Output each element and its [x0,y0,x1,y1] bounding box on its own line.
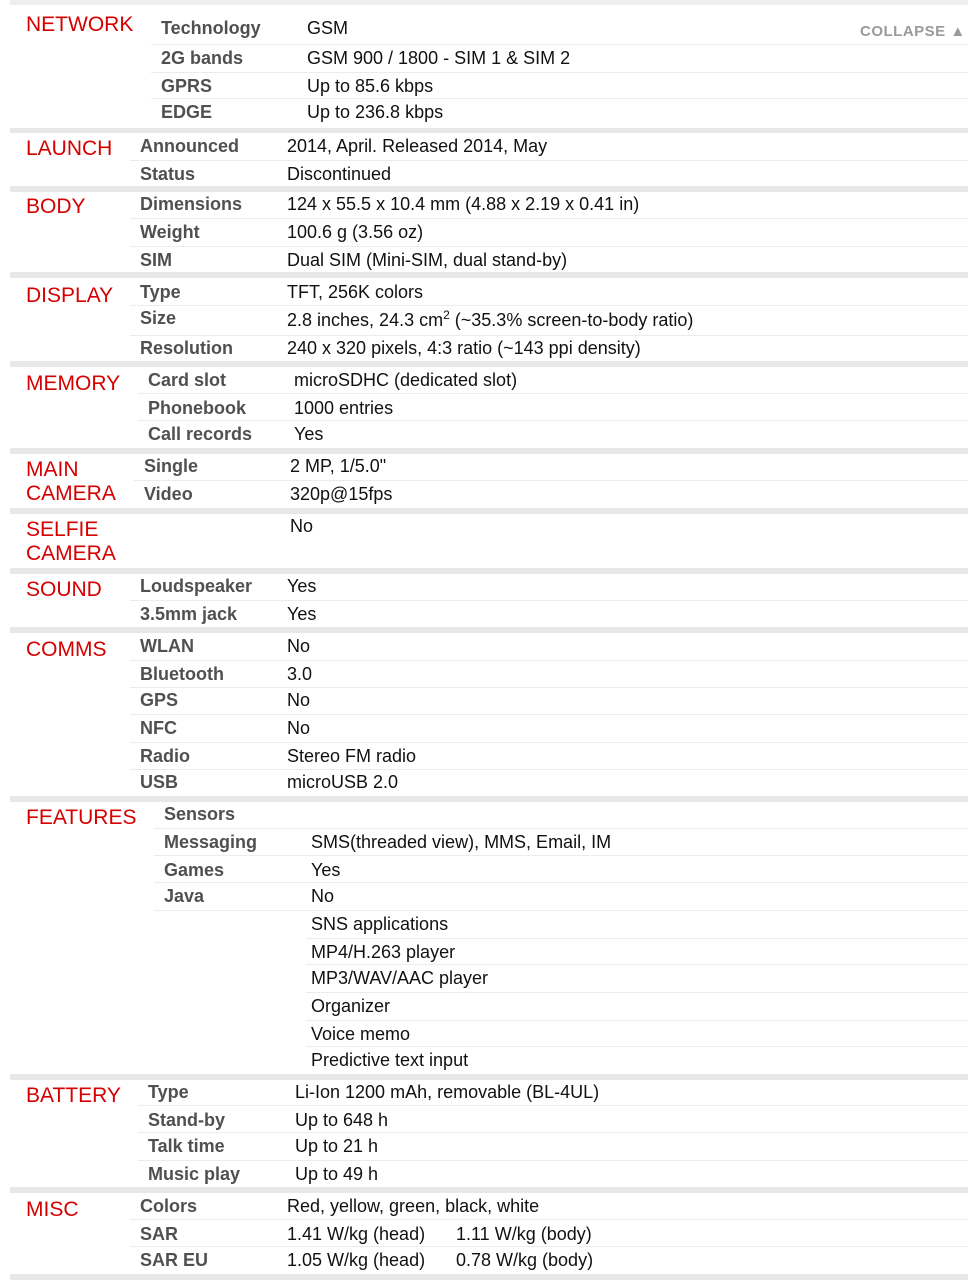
row-divider [130,714,968,715]
section-separator [10,361,968,367]
value-gprs: Up to 85.6 kbps [307,76,434,96]
row-divider [151,98,968,99]
label-battery-type: Type [148,1082,189,1102]
label-gps: GPS [140,690,179,710]
label-radio: Radio [140,746,191,766]
label-usb: USB [140,772,179,792]
label-technology: Technology [161,18,261,38]
value-bluetooth: 3.0 [287,664,313,684]
row-divider [130,160,968,161]
value-display-type: TFT, 256K colors [287,282,424,302]
label-resolution: Resolution [140,338,233,358]
value-loudspeaker: Yes [287,576,317,596]
section-body-title: BODY [26,195,86,218]
row-divider [154,855,968,856]
label-status: Status [140,164,196,184]
row-divider [130,218,968,219]
value-status: Discontinued [287,164,392,184]
collapse-button[interactable]: COLLAPSE ▲ [860,23,966,40]
section-main-camera-title-2: CAMERA [26,482,116,505]
row-divider [130,1246,968,1247]
label-phonebook: Phonebook [148,398,246,418]
section-separator [10,627,968,633]
section-separator [10,186,968,192]
row-divider [134,480,968,481]
section-launch-title: LAUNCH [26,137,113,160]
value-sar-eu-head: 1.05 W/kg (head) [287,1250,426,1270]
section-network-title: NETWORK [26,13,134,36]
label-wlan: WLAN [140,636,194,656]
feature-extra: SNS applications [311,914,449,934]
value-music-play: Up to 49 h [295,1164,379,1184]
section-separator [10,1274,968,1280]
row-divider [130,660,968,661]
section-sound-title: SOUND [26,578,102,601]
label-standby: Stand-by [148,1110,226,1130]
value-nfc: No [287,718,311,738]
top-separator [10,0,968,5]
section-selfie-camera-title-2: CAMERA [26,542,116,565]
value-phonebook: 1000 entries [294,398,394,418]
label-2g-bands: 2G bands [161,48,244,68]
value-colors: Red, yellow, green, black, white [287,1196,540,1216]
label-display-type: Type [140,282,181,302]
label-bluetooth: Bluetooth [140,664,224,684]
label-dimensions: Dimensions [140,194,243,214]
feature-extra: MP3/WAV/AAC player [311,968,489,988]
specs-page [10,0,968,1280]
label-edge: EDGE [161,102,213,122]
row-divider [306,1020,968,1021]
value-sar-eu-body: 0.78 W/kg (body) [456,1250,594,1270]
section-selfie-camera-title-1: SELFIE [26,518,99,541]
label-announced: Announced [140,136,239,156]
label-sar: SAR [140,1224,179,1244]
value-talk-time: Up to 21 h [295,1136,379,1156]
section-battery-title: BATTERY [26,1084,121,1107]
row-divider [130,600,968,601]
label-colors: Colors [140,1196,198,1216]
value-wlan: No [287,636,311,656]
section-separator [10,508,968,514]
value-games: Yes [311,860,341,880]
label-sim: SIM [140,250,173,270]
value-display-size: 2.8 inches, 24.3 $cm^2$ (~35.3% screen-to-body ratio) [287,308,694,330]
section-separator [10,448,968,454]
value-messaging: SMS(threaded view), MMS, Email, IM [311,832,612,852]
section-main-camera-title-1: MAIN [26,458,79,481]
label-nfc: NFC [140,718,177,738]
value-2g-bands: GSM 900 / 1800 - SIM 1 & SIM 2 [307,48,571,68]
row-divider [138,420,968,421]
value-jack: Yes [287,604,317,624]
label-messaging: Messaging [164,832,258,852]
label-card-slot: Card slot [148,370,227,390]
feature-extra: Organizer [311,996,391,1016]
row-divider [151,44,968,45]
value-radio: Stereo FM radio [287,746,417,766]
value-gps: No [287,690,311,710]
value-java: No [311,886,335,906]
row-divider [138,393,968,394]
section-separator [10,1074,968,1080]
value-standby: Up to 648 h [295,1110,389,1130]
row-divider [130,769,968,770]
label-call-records: Call records [148,424,253,444]
value-card-slot: microSDHC (dedicated slot) [294,370,518,390]
row-divider [138,1160,968,1161]
row-divider [138,1105,968,1106]
label-talk-time: Talk time [148,1136,225,1156]
section-separator [10,128,968,133]
value-single: 2 MP, 1/5.0" [290,456,387,476]
value-weight: 100.6 g (3.56 oz) [287,222,424,242]
feature-extra: MP4/H.263 player [311,942,456,962]
feature-extra: Predictive text input [311,1050,469,1070]
row-divider [154,828,968,829]
arrow-up-icon: ▲ [950,23,966,40]
label-java: Java [164,886,205,906]
value-usb: microUSB 2.0 [287,772,399,792]
row-divider [306,1046,968,1047]
section-separator [10,796,968,802]
label-loudspeaker: Loudspeaker [140,576,253,596]
value-call-records: Yes [294,424,324,444]
section-memory-title: MEMORY [26,372,121,395]
row-divider [130,687,968,688]
value-edge: Up to 236.8 kbps [307,102,444,122]
row-divider [130,742,968,743]
value-sar-body: 1.11 W/kg (body) [456,1224,592,1244]
label-gprs: GPRS [161,76,213,96]
section-comms-title: COMMS [26,638,107,661]
value-battery-type: Li-Ion 1200 mAh, removable (BL-4UL) [295,1082,600,1102]
row-divider [306,992,968,993]
section-separator [10,1187,968,1193]
row-divider [154,910,968,911]
label-weight: Weight [140,222,200,242]
section-misc-title: MISC [26,1198,79,1221]
row-divider [151,72,968,73]
row-divider [130,246,968,247]
row-divider [138,1132,968,1133]
row-divider [130,305,968,306]
label-games: Games [164,860,225,880]
value-selfie-camera: No [290,516,314,536]
section-display-title: DISPLAY [26,284,114,307]
label-display-size: Size [140,308,177,328]
value-announced: 2014, April. Released 2014, May [287,136,548,156]
row-divider [306,938,968,939]
section-features-title: FEATURES [26,806,137,829]
value-dimensions: 124 x 55.5 x 10.4 mm (4.88 x 2.19 x 0.41 in) [287,194,640,214]
value-sar-head: 1.41 W/kg (head) [287,1224,426,1244]
section-separator [10,568,968,574]
label-music-play: Music play [148,1164,241,1184]
row-divider [130,1219,968,1220]
value-technology: GSM [307,18,349,38]
section-separator [10,272,968,278]
row-divider [306,964,968,965]
value-sim: Dual SIM (Mini-SIM, dual stand-by) [287,250,568,270]
feature-extra: Voice memo [311,1024,411,1044]
row-divider [130,335,968,336]
label-single: Single [144,456,199,476]
label-jack: 3.5mm jack [140,604,238,624]
row-divider [154,882,968,883]
label-video: Video [144,484,193,504]
value-resolution: 240 x 320 pixels, 4:3 ratio (~143 ppi density) [287,338,641,358]
label-sensors: Sensors [164,804,236,824]
value-video: 320p@15fps [290,484,393,504]
label-sar-eu: SAR EU [140,1250,209,1270]
